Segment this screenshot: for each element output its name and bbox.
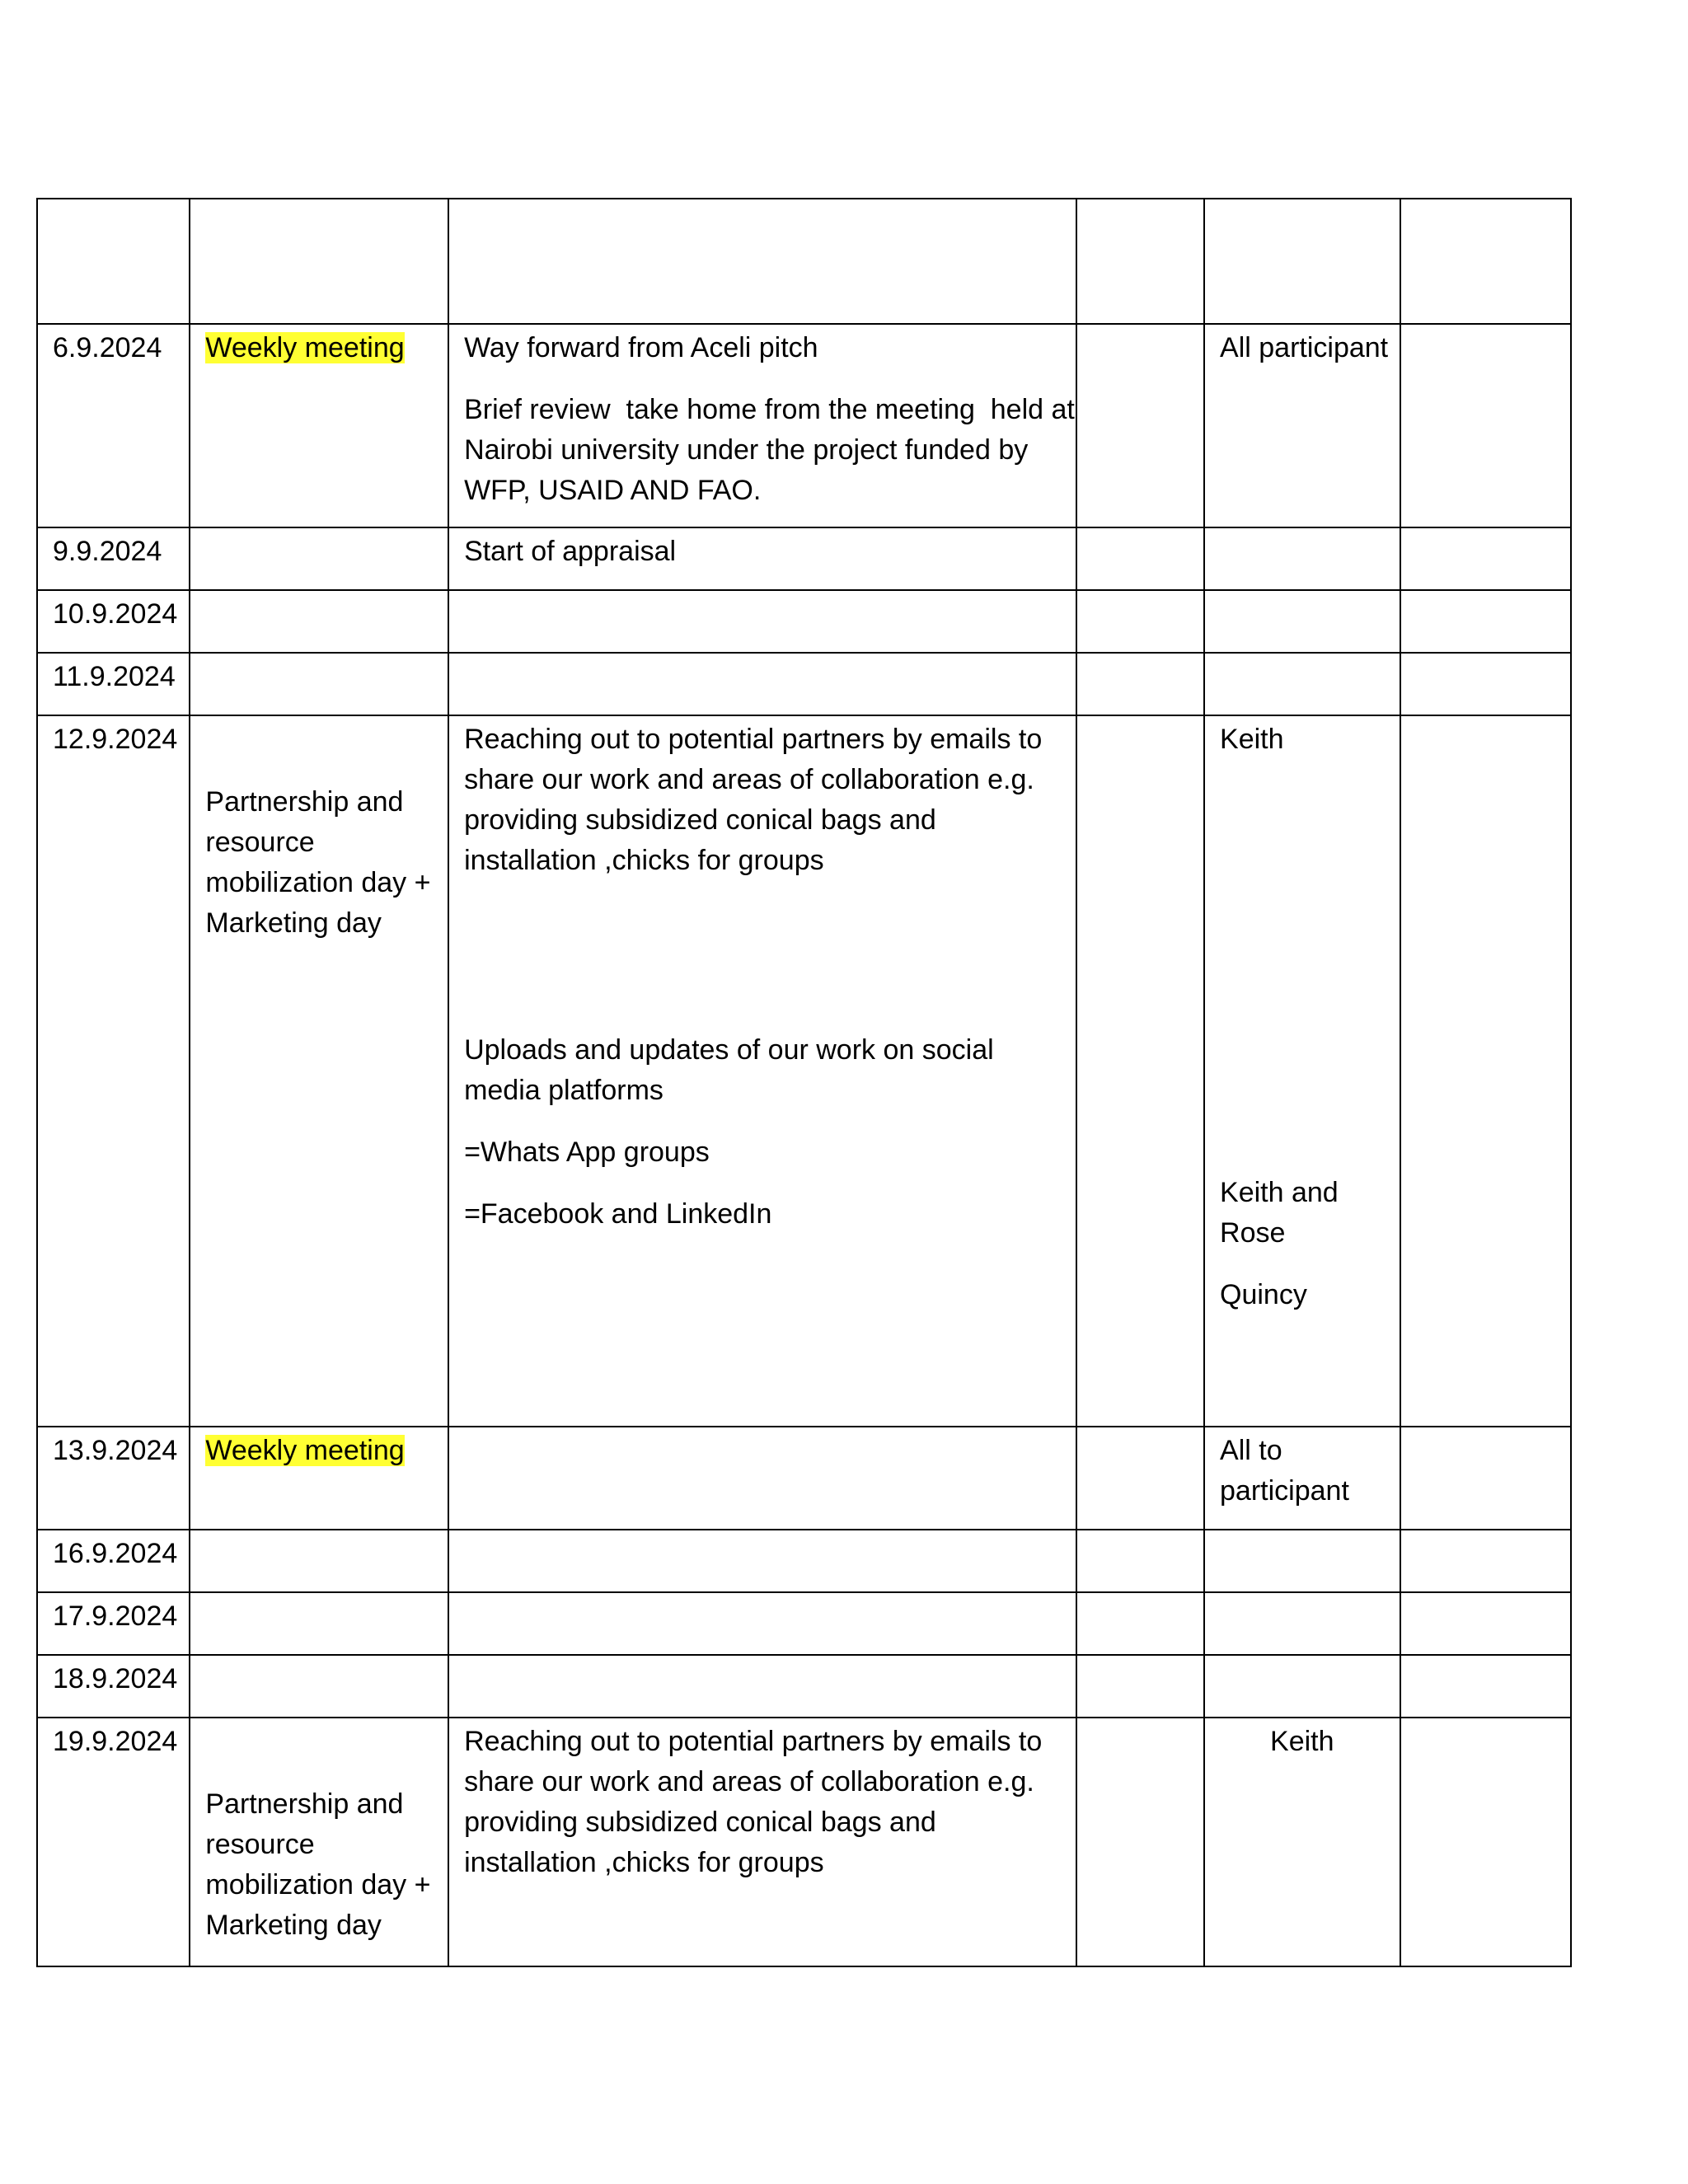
table-row — [37, 324, 1571, 527]
details-cell — [448, 1427, 1076, 1530]
date-text: 16.9.2024 — [53, 1538, 178, 1569]
details-cell — [448, 324, 1083, 527]
empty-cell — [1076, 1427, 1204, 1530]
date-cell — [37, 653, 190, 715]
topic-cell — [190, 527, 448, 590]
responsible-cell — [1204, 653, 1400, 715]
date-text: 13.9.2024 — [53, 1435, 178, 1466]
topic-text: Partnership and resource mobilization day + Marketing day — [205, 1788, 431, 1941]
header-cell-col6 — [1400, 199, 1571, 324]
table-row — [37, 1427, 1571, 1530]
empty-cell — [1076, 590, 1204, 653]
details-cell — [448, 1718, 1076, 1966]
details-cell — [448, 1592, 1076, 1655]
responsible-cell — [1204, 1427, 1400, 1530]
details-cell — [448, 527, 1076, 590]
empty-cell — [1076, 1592, 1204, 1655]
responsible-cell — [1204, 590, 1400, 653]
date-cell — [37, 324, 190, 527]
topic-cell — [190, 715, 448, 1427]
responsible-cell — [1204, 527, 1400, 590]
empty-cell — [1076, 527, 1204, 590]
schedule-table — [36, 198, 1572, 1967]
header-cell-date — [37, 199, 190, 324]
date-text: 9.9.2024 — [53, 536, 162, 567]
empty-cell — [1076, 715, 1204, 1427]
topic-cell — [190, 1530, 448, 1592]
empty-cell — [1400, 527, 1571, 590]
empty-cell — [1400, 1592, 1571, 1655]
date-text: 10.9.2024 — [53, 598, 178, 630]
responsible-cell — [1204, 1592, 1400, 1655]
details-cell — [448, 590, 1076, 653]
detail-line: =Facebook and LinkedIn — [464, 1198, 772, 1230]
empty-cell — [1400, 590, 1571, 653]
responsible-text: Quincy — [1220, 1279, 1307, 1310]
responsible-cell — [1204, 1530, 1400, 1592]
responsible-cell — [1204, 1655, 1400, 1718]
empty-cell — [1076, 324, 1204, 527]
topic-cell — [190, 653, 448, 715]
date-cell — [37, 527, 190, 590]
empty-cell — [1076, 1530, 1204, 1592]
responsible-cell — [1204, 715, 1400, 1427]
responsible-text: Keith — [1220, 724, 1284, 755]
responsible-text: All to participant — [1220, 1435, 1349, 1507]
table-row — [37, 1655, 1571, 1718]
empty-cell — [1400, 1427, 1571, 1530]
empty-cell — [1076, 653, 1204, 715]
details-cell — [448, 1530, 1076, 1592]
empty-cell — [1076, 1718, 1204, 1966]
topic-text-highlighted: Weekly meeting — [205, 332, 405, 363]
detail-line: Uploads and updates of our work on social media platforms — [464, 1034, 1002, 1106]
detail-line: Start of appraisal — [464, 536, 677, 567]
header-cell-responsible — [1204, 199, 1400, 324]
empty-cell — [1400, 1718, 1571, 1966]
topic-cell — [190, 1427, 448, 1530]
responsible-cell — [1204, 324, 1400, 527]
table-row — [37, 653, 1571, 715]
date-text: 17.9.2024 — [53, 1601, 178, 1632]
header-cell-col4 — [1076, 199, 1204, 324]
detail-line: Brief review take home from the meeting held at Nairobi university under the project funded by WFP, USAID AND FAO. — [464, 394, 1083, 506]
details-cell — [448, 715, 1076, 1427]
date-text: 12.9.2024 — [53, 724, 178, 755]
date-cell — [37, 1592, 190, 1655]
empty-cell — [1400, 653, 1571, 715]
date-text: 18.9.2024 — [53, 1663, 178, 1694]
topic-cell — [190, 1718, 448, 1966]
empty-cell — [1400, 715, 1571, 1427]
detail-line: =Whats App groups — [464, 1137, 710, 1168]
empty-cell — [1076, 1655, 1204, 1718]
topic-cell — [190, 324, 448, 527]
table-row-header — [37, 199, 1571, 324]
date-cell — [37, 590, 190, 653]
responsible-text: Keith — [1270, 1726, 1334, 1757]
empty-cell — [1400, 1655, 1571, 1718]
header-cell-details — [448, 199, 1076, 324]
date-text: 19.9.2024 — [53, 1726, 178, 1757]
table-row — [37, 527, 1571, 590]
topic-cell — [190, 1655, 448, 1718]
date-text: 6.9.2024 — [53, 332, 162, 363]
topic-text: Partnership and resource mobilization day + Marketing day — [205, 786, 431, 939]
responsible-text: Keith and Rose — [1220, 1177, 1347, 1249]
topic-cell — [190, 590, 448, 653]
responsible-text: All participant — [1220, 332, 1389, 363]
empty-cell — [1400, 324, 1571, 527]
table-row — [37, 715, 1571, 1427]
date-cell — [37, 1718, 190, 1966]
empty-cell — [1400, 1530, 1571, 1592]
header-cell-topic — [190, 199, 448, 324]
topic-text-highlighted: Weekly meeting — [205, 1435, 405, 1466]
topic-cell — [190, 1592, 448, 1655]
table-row — [37, 590, 1571, 653]
detail-line: Reaching out to potential partners by emails to share our work and areas of collaboration e.g. providing subsidized conical bags and installation ,chicks for groups — [464, 1726, 1050, 1878]
responsible-cell — [1204, 1718, 1400, 1966]
details-cell — [448, 653, 1076, 715]
detail-line: Way forward from Aceli pitch — [464, 332, 818, 363]
details-cell — [448, 1655, 1076, 1718]
table-row — [37, 1592, 1571, 1655]
date-text: 11.9.2024 — [53, 661, 176, 692]
detail-line: Reaching out to potential partners by emails to share our work and areas of collaboration e.g. providing subsidized conical bags and installation ,chicks for groups — [464, 724, 1050, 876]
date-cell — [37, 1530, 190, 1592]
date-cell — [37, 715, 190, 1427]
date-cell — [37, 1655, 190, 1718]
table-row — [37, 1718, 1571, 1966]
date-cell — [37, 1427, 190, 1530]
table-row — [37, 1530, 1571, 1592]
